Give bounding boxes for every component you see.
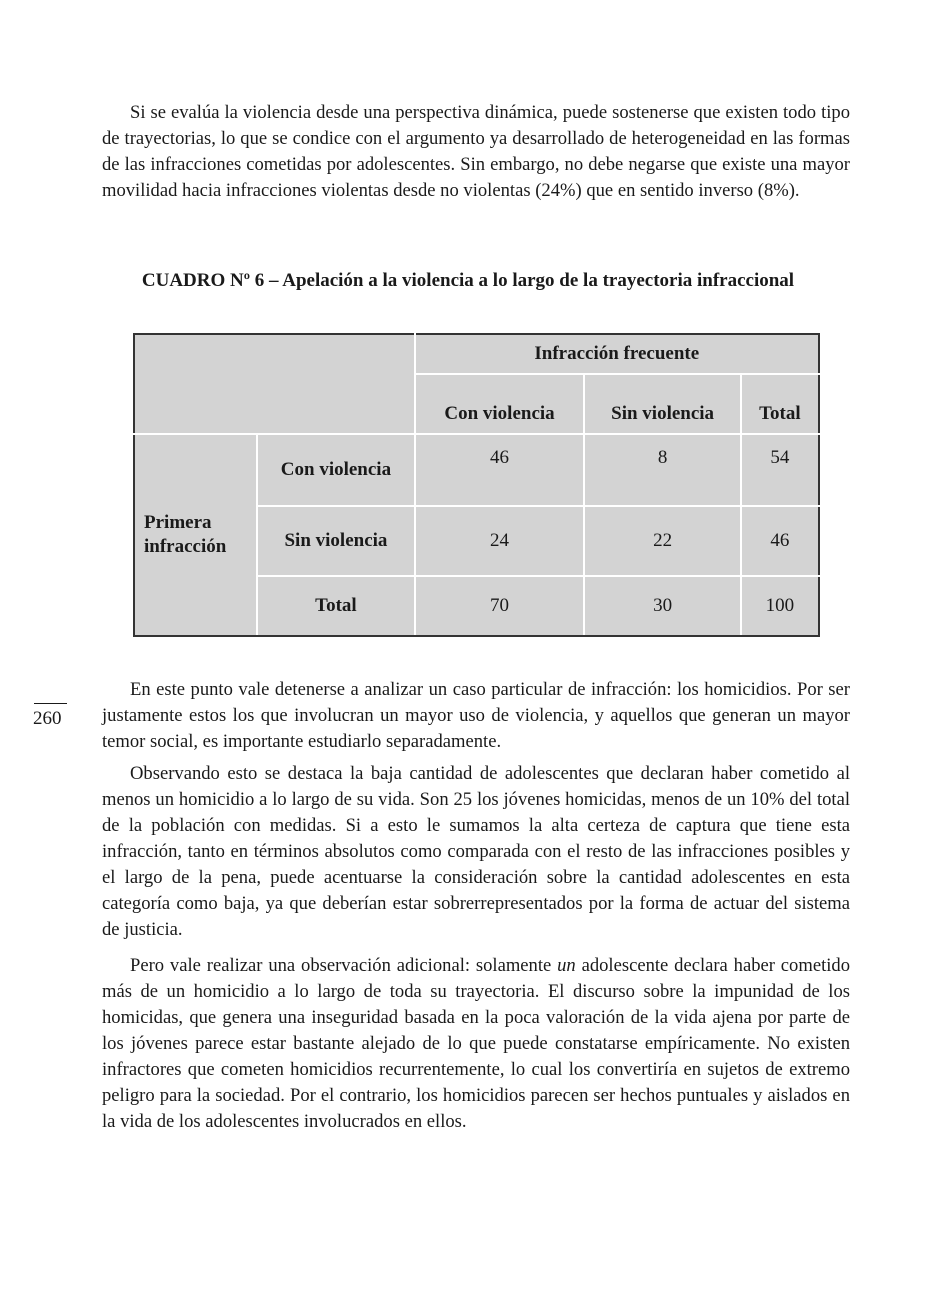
- data-table: [133, 333, 820, 637]
- col-group-header: Infracción frecuente: [415, 334, 819, 374]
- paragraph-2: En este punto vale detenerse a analizar un caso particular de infracción: los homicidios. Por ser justamente estos los que involucran un mayor uso de violencia, y aquellos que generan un mayor temor social, es importante estudiarlo separadamente.: [102, 679, 850, 752]
- table-cell: 22: [584, 506, 740, 576]
- col-header-total: Total: [741, 374, 819, 434]
- paragraph-3: Observando esto se destaca la baja cantidad de adolescentes que declaran haber cometido al menos un homicidio a lo largo de su vida. Son 25 los jóvenes homicidas, menos de un 10% del total de la población con medidas. Si a esto le sumamos la alta certeza de captura que tiene esta infracción, tanto en términos absolutos como comparada con el resto de las infracciones posibles y el largo de la pena, puede acentuarse la consideración sobre la cantidad adolescentes en esta categoría como baja, ya que deberían estar sobrerrepresentados por la forma de actuar del sistema de justicia.: [102, 763, 850, 940]
- table-cell: 8: [584, 434, 740, 506]
- col-header-sin-violencia: Sin violencia: [584, 374, 740, 434]
- page-number: 260: [33, 708, 62, 729]
- table-cell: 46: [415, 434, 585, 506]
- table-header-row-1: [134, 334, 819, 374]
- paragraph-4-text-start: Pero vale realizar una observación adicional: solamente: [130, 955, 558, 976]
- table-cell: 30: [584, 576, 740, 636]
- table-cell: 100: [741, 576, 819, 636]
- table-cell: 24: [415, 506, 585, 576]
- row-header-sin-violencia: Sin violencia: [257, 506, 414, 576]
- table-cell: 54: [741, 434, 819, 506]
- row-group-header: Primera infracción: [134, 434, 257, 636]
- col-header-con-violencia: Con violencia: [415, 374, 585, 434]
- paragraph-1: Si se evalúa la violencia desde una perspectiva dinámica, puede sostenerse que existen todo tipo de trayectorias, lo que se condice con el argumento ya desarrollado de heterogeneidad en las formas de las infracciones cometidas por adolescentes. Sin embargo, no debe negarse que existe una mayor movilidad hacia infracciones violentas desde no violentas (24%) que en sentido inverso (8%).: [102, 102, 850, 201]
- page-number-rule: [34, 703, 67, 704]
- row-header-total: Total: [257, 576, 414, 636]
- table-row: [134, 434, 819, 506]
- table-cell: 46: [741, 506, 819, 576]
- table-caption: CUADRO Nº 6 – Apelación a la violencia a lo largo de la trayectoria infraccional: [141, 270, 795, 291]
- table-cell: 70: [415, 576, 585, 636]
- paragraph-4: [102, 953, 850, 1135]
- table-corner-cell: [134, 334, 415, 434]
- row-header-con-violencia: Con violencia: [257, 434, 414, 506]
- paragraph-4-text-end: adolescente declara haber cometido más de un homicidio a lo largo de toda su trayectoria. El discurso sobre la impunidad de los homicidas, que genera una inseguridad basada en la poca valoración de la vida ajena por parte de los jóvenes parece estar bastante alejado de lo que puede constatarse empíricamente. No existen infractores que cometen homicidios recurrentemente, lo cual los convertiría en sujetos de extremo peligro para la sociedad. Por el contrario, los homicidios parecen ser hechos puntuales y aislados en la vida de los adolescentes involucrados en ellos.: [102, 955, 850, 1132]
- paragraph-4-emphasis: un: [557, 955, 576, 976]
